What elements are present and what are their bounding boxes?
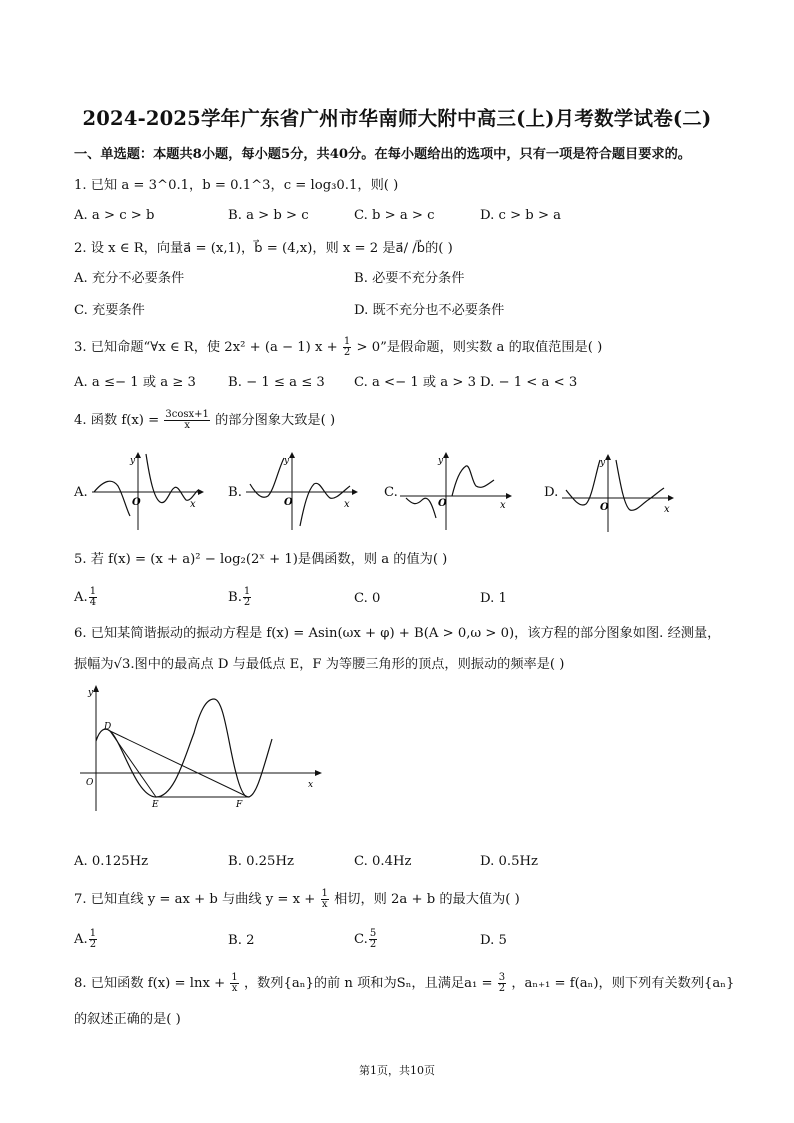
q5-b-label: B.: [228, 590, 242, 605]
q4c-x-label: x: [500, 500, 506, 511]
q5-option-a: [74, 587, 98, 608]
q4d-origin: O: [600, 502, 609, 513]
q8-frac2-den: 2: [498, 983, 506, 994]
q8-fraction-1: [230, 973, 238, 994]
q6-option-c: C. 0.4Hz: [354, 854, 412, 869]
q4-stem-part1: 4. 函数 f(x) =: [74, 413, 160, 428]
q4-graph-b: [244, 450, 364, 532]
q4-frac-num: 3cosx+1: [165, 409, 209, 420]
q5-option-b: [228, 587, 252, 608]
q8-fraction-2: [498, 973, 506, 994]
q3-option-a: A. a ≤− 1 或 a ≥ 3: [74, 375, 196, 390]
q7-c-den: 2: [369, 939, 377, 950]
q4d-y-label: y: [600, 458, 606, 468]
question-8-stem: [74, 973, 734, 994]
q6-option-a: A. 0.125Hz: [74, 854, 149, 869]
q3-option-c: C. a <− 1 或 a > 3: [354, 375, 476, 390]
q4-option-d: D.: [544, 485, 559, 500]
q6-graph: [80, 683, 330, 813]
q1-option-a: A. a > c > b: [74, 208, 155, 223]
q2-option-b: B. 必要不充分条件: [354, 271, 465, 286]
q8-stem-part3: ，aₙ₊₁ = f(aₙ)，则下列有关数列{aₙ}: [511, 976, 735, 991]
section-heading: 一、单选题：本题共8小题，每小题5分，共40分。在每小题给出的选项中，只有一项是符合题目要求的。: [74, 147, 691, 162]
q3-frac-num: 1: [343, 336, 351, 347]
q6-y-label: y: [88, 688, 94, 698]
page-title: 2024-2025学年广东省广州市华南师大附中高三(上)月考数学试卷(二): [82, 107, 712, 130]
q3-fraction: [343, 337, 351, 358]
q4-option-b: B.: [228, 485, 242, 500]
q3-option-d: D. − 1 < a < 3: [480, 375, 578, 390]
q7-fraction: [321, 889, 329, 910]
question-1-stem: 1. 已知 a = 3^0.1，b = 0.1^3，c = log₃0.1，则( ): [74, 178, 399, 193]
q3-frac-den: 2: [343, 347, 351, 358]
q4-option-c: C.: [384, 485, 398, 500]
q4-stem-part2: 的部分图象大致是( ): [215, 413, 336, 428]
q1-option-b: B. a > b > c: [228, 208, 309, 223]
question-4-stem: [74, 410, 335, 431]
q7-frac-den: x: [321, 899, 328, 910]
q4-option-a: A.: [74, 485, 88, 500]
q7-stem-part2: 相切，则 2a + b 的最大值为( ): [334, 892, 520, 907]
q7-a-num: 1: [89, 928, 97, 939]
question-6-stem-line1: 6. 已知某简谐振动的振动方程是 f(x) = Asin(ωx + φ) + B(A > 0,ω > 0)，该方程的部分图象如图. 经测量，: [74, 626, 721, 641]
q7-option-d: D. 5: [480, 933, 507, 948]
q1-option-d: D. c > b > a: [480, 208, 562, 223]
q6-x-label: x: [308, 780, 314, 790]
q7-option-c: [354, 929, 378, 950]
q2-option-d: D. 既不充分也不必要条件: [354, 303, 505, 318]
q5-a-den: 4: [89, 597, 97, 608]
q4b-x-label: x: [344, 499, 350, 510]
q2-option-c: C. 充要条件: [74, 303, 145, 318]
page-footer: 第1页，共10页: [359, 1064, 435, 1077]
q5-b-den: 2: [243, 597, 251, 608]
q7-stem-part1: 7. 已知直线 y = ax + b 与曲线 y = x +: [74, 892, 316, 907]
question-2-stem: 2. 设 x ∈ R，向量a⃗ = (x,1)，b⃗ = (4,x)，则 x = 2 是a⃗/ /b⃗的( ): [74, 241, 453, 256]
q4d-x-label: x: [664, 504, 670, 515]
q6-option-b: B. 0.25Hz: [228, 854, 294, 869]
q4b-y-label: y: [284, 456, 290, 466]
q8-stem-part2: ，数列{aₙ}的前 n 项和为Sₙ，且满足a₁ =: [243, 976, 493, 991]
question-6-stem-line2: 振幅为√3.图中的最高点 D 与最低点 E，F 为等腰三角形的顶点，则振动的频率是( ): [74, 657, 565, 672]
q4-graph-d: [560, 452, 680, 534]
q4c-origin: O: [438, 498, 447, 509]
q2-option-a: A. 充分不必要条件: [74, 271, 185, 286]
q4a-y-label: y: [130, 456, 136, 466]
q4a-origin: O: [132, 497, 141, 508]
q4b-origin: O: [284, 497, 293, 508]
q1-option-c: C. b > a > c: [354, 208, 435, 223]
q7-a-den: 2: [89, 939, 97, 950]
q8-frac1-den: x: [231, 983, 238, 994]
q4-frac-den: x: [184, 420, 190, 431]
q7-c-fraction: [369, 929, 377, 950]
q7-a-fraction: [89, 929, 97, 950]
q5-b-fraction: [243, 587, 251, 608]
question-5-stem: 5. 若 f(x) = (x + a)² − log₂(2ˣ + 1)是偶函数，则 a 的值为( ): [74, 552, 448, 567]
q5-a-num: 1: [89, 586, 97, 597]
q5-option-c: C. 0: [354, 591, 381, 606]
q5-b-num: 1: [243, 586, 251, 597]
question-8-stem-line2: 的叙述正确的是( ): [74, 1012, 181, 1027]
q7-a-label: A.: [74, 932, 88, 947]
q6-point-f: F: [236, 800, 243, 810]
q8-frac2-num: 3: [498, 972, 506, 983]
q6-point-e: E: [152, 800, 159, 810]
q7-c-num: 5: [369, 928, 377, 939]
q6-origin: O: [86, 778, 94, 788]
q3-stem-part2: > 0”是假命题，则实数 a 的取值范围是( ): [356, 340, 603, 355]
q8-frac1-num: 1: [231, 972, 238, 983]
q5-option-d: D. 1: [480, 591, 507, 606]
q3-option-b: B. − 1 ≤ a ≤ 3: [228, 375, 325, 390]
q6-option-d: D. 0.5Hz: [480, 854, 538, 869]
q4-graph-a: [90, 450, 210, 532]
question-7-stem: [74, 889, 520, 910]
q7-frac-num: 1: [321, 888, 328, 899]
q4-fraction: [164, 410, 210, 431]
q5-a-label: A.: [74, 590, 88, 605]
q5-a-fraction: [89, 587, 97, 608]
question-3-stem: [74, 337, 602, 358]
q4a-x-label: x: [190, 499, 196, 510]
q4c-y-label: y: [438, 456, 444, 466]
q8-stem-part1: 8. 已知函数 f(x) = lnx +: [74, 976, 226, 991]
q4-graph-c: [398, 450, 518, 532]
q7-c-label: C.: [354, 932, 368, 947]
q6-point-d: D: [104, 722, 112, 732]
q7-option-a: [74, 929, 98, 950]
q3-stem-part1: 3. 已知命题“∀x ∈ R，使 2x² + (a − 1) x +: [74, 340, 338, 355]
q7-option-b: B. 2: [228, 933, 255, 948]
